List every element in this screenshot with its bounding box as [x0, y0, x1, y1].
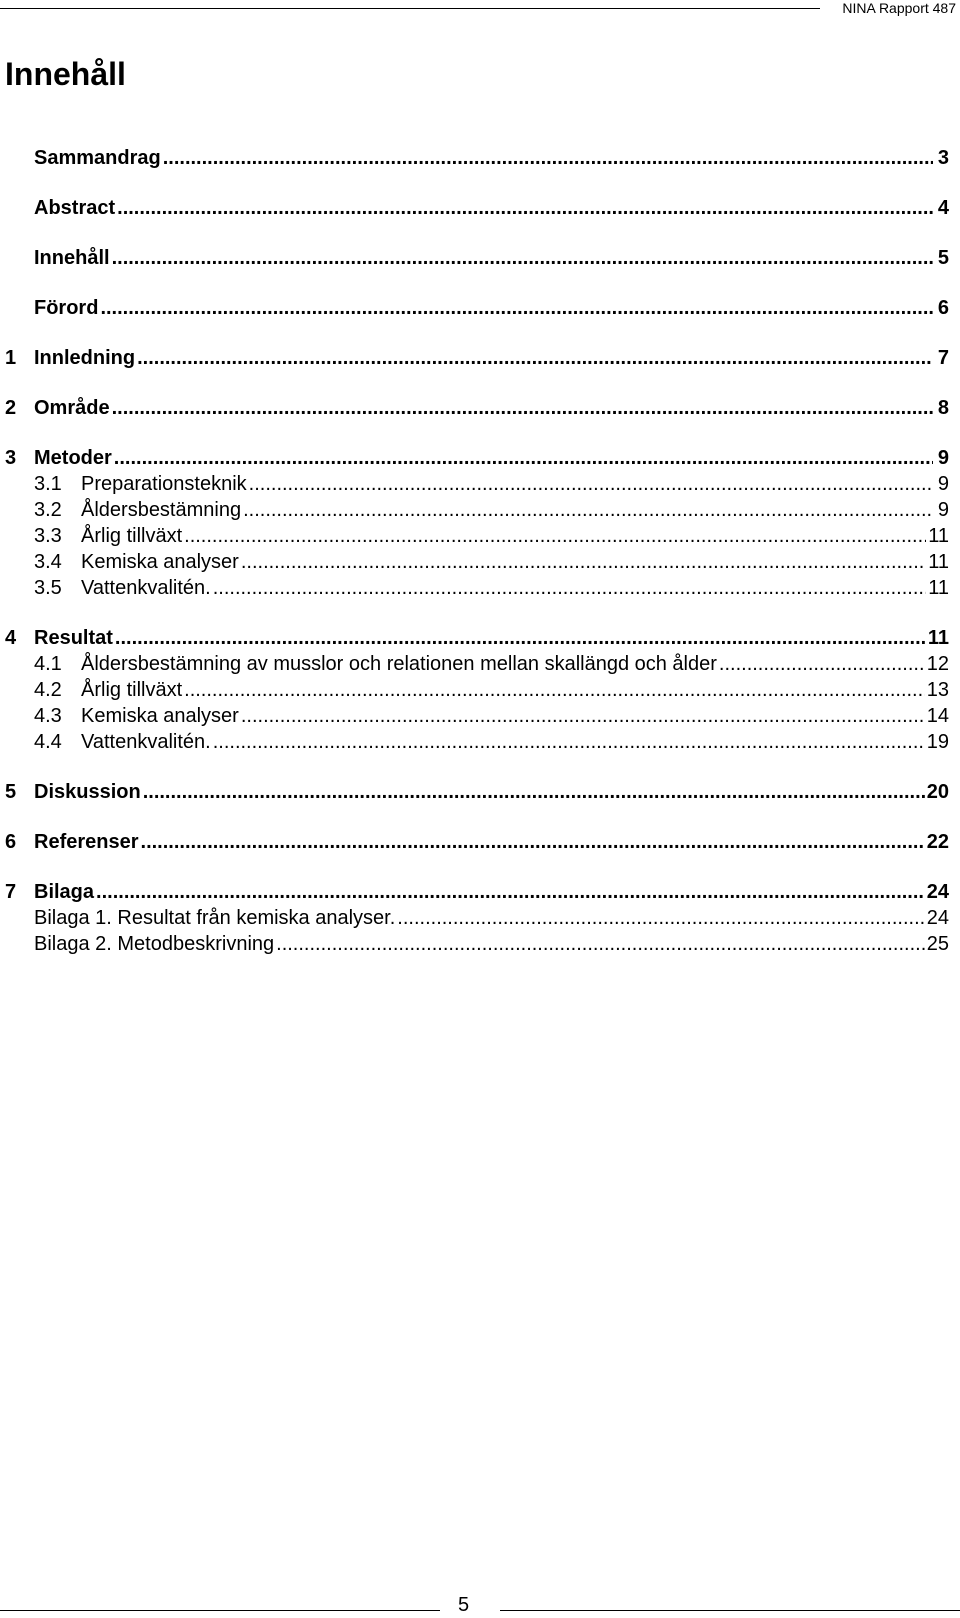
toc-entry-number: 3 [5, 447, 17, 469]
toc-entry-page: 19 [926, 731, 949, 753]
toc-entry-title: Område [34, 397, 110, 419]
dot-leader [163, 145, 933, 171]
toc-entry-page: 12 [926, 653, 949, 675]
toc-entry-number: 3.5 [34, 577, 62, 599]
toc-entry-title: Åldersbestämning [81, 499, 242, 521]
dot-leader [397, 905, 924, 931]
toc-entry-title: Innledning [34, 347, 136, 369]
dot-leader [276, 931, 925, 957]
dot-leader [143, 779, 925, 805]
toc-entry[interactable] [5, 625, 949, 651]
toc-entry-number: 4.1 [34, 653, 62, 675]
toc-entry-number: 4 [5, 627, 17, 649]
table-of-contents [5, 145, 949, 957]
toc-entry-page: 11 [928, 577, 949, 599]
toc-entry[interactable] [5, 497, 949, 523]
toc-entry-number: 2 [5, 397, 17, 419]
toc-entry-number: 1 [5, 347, 17, 369]
toc-entry-page: 24 [926, 881, 949, 903]
toc-entry-title: Bilaga 2. Metodbeskrivning [34, 933, 275, 955]
toc-entry[interactable] [5, 345, 949, 371]
toc-entry[interactable] [5, 575, 949, 601]
toc-entry-page: 13 [926, 679, 949, 701]
header-rule [0, 8, 820, 9]
toc-entry[interactable] [5, 295, 949, 321]
toc-entry[interactable] [5, 549, 949, 575]
toc-entry-number: 5 [5, 781, 17, 803]
footer-rule-left [0, 1610, 440, 1611]
toc-entry-page: 22 [926, 831, 949, 853]
toc-entry[interactable] [5, 703, 949, 729]
toc-entry[interactable] [5, 145, 949, 171]
dot-leader [241, 703, 925, 729]
dot-leader [114, 445, 933, 471]
toc-entry-page: 14 [926, 705, 949, 727]
toc-entry-page: 24 [926, 907, 949, 929]
toc-entry-number: 3.1 [34, 473, 62, 495]
toc-entry-title: Abstract [34, 197, 116, 219]
toc-entry-page: 9 [937, 447, 949, 469]
toc-entry[interactable] [5, 905, 949, 931]
toc-entry-title: Åldersbestämning av musslor och relationen mellan skallängd och ålder [81, 653, 717, 675]
toc-entry-page: 4 [937, 197, 949, 219]
toc-entry[interactable] [5, 879, 949, 905]
toc-entry-page: 7 [937, 347, 949, 369]
toc-entry-page: 9 [937, 499, 949, 521]
toc-entry-number: 3.3 [34, 525, 62, 547]
dot-leader [141, 829, 925, 855]
toc-entry-title: Förord [34, 297, 99, 319]
dot-leader [213, 575, 927, 601]
toc-entry-page: 11 [928, 525, 949, 547]
toc-entry-title: Bilaga 1. Resultat från kemiska analyser. [34, 907, 396, 929]
toc-entry-title: Diskussion [34, 781, 141, 803]
toc-entry-title: Sammandrag [34, 147, 161, 169]
dot-leader [213, 729, 925, 755]
toc-entry[interactable] [5, 779, 949, 805]
dot-leader [184, 677, 925, 703]
toc-entry[interactable] [5, 829, 949, 855]
toc-entry-number: 3.4 [34, 551, 62, 573]
dot-leader [243, 497, 933, 523]
toc-entry-title: Resultat [34, 627, 113, 649]
toc-entry-title: Årlig tillväxt [81, 525, 183, 547]
toc-entry[interactable] [5, 471, 949, 497]
toc-entry-title: Vattenkvalitén. [81, 731, 211, 753]
toc-entry-page: 5 [937, 247, 949, 269]
dot-leader [137, 345, 933, 371]
dot-leader [115, 625, 926, 651]
toc-entry-number: 6 [5, 831, 17, 853]
toc-entry-number: 4.2 [34, 679, 62, 701]
dot-leader [112, 245, 933, 271]
toc-entry-title: Kemiska analyser [81, 551, 239, 573]
dot-leader [184, 523, 926, 549]
toc-entry-title: Bilaga [34, 881, 95, 903]
toc-entry-title: Innehåll [34, 247, 110, 269]
toc-entry-title: Vattenkvalitén. [81, 577, 211, 599]
toc-entry[interactable] [5, 523, 949, 549]
dot-leader [96, 879, 925, 905]
page-number: 5 [458, 1594, 470, 1616]
report-header: NINA Rapport 487 [842, 0, 956, 16]
toc-entry-title: Metoder [34, 447, 112, 469]
toc-entry-title: Årlig tillväxt [81, 679, 183, 701]
toc-entry[interactable] [5, 931, 949, 957]
dot-leader [249, 471, 933, 497]
toc-entry-title: Referenser [34, 831, 139, 853]
toc-entry[interactable] [5, 651, 949, 677]
toc-entry[interactable] [5, 677, 949, 703]
toc-entry-number: 7 [5, 881, 17, 903]
toc-entry-page: 9 [937, 473, 949, 495]
toc-entry-page: 6 [937, 297, 949, 319]
page-title: Innehåll [5, 56, 126, 92]
toc-entry-page: 11 [927, 627, 949, 649]
toc-entry-page: 20 [926, 781, 949, 803]
toc-entry[interactable] [5, 445, 949, 471]
toc-entry-number: 3.2 [34, 499, 62, 521]
dot-leader [117, 195, 933, 221]
toc-entry-page: 11 [928, 551, 949, 573]
dot-leader [112, 395, 933, 421]
toc-entry-number: 4.4 [34, 731, 62, 753]
toc-entry[interactable] [5, 195, 949, 221]
dot-leader [100, 295, 933, 321]
toc-entry-page: 8 [937, 397, 949, 419]
toc-entry-page: 25 [926, 933, 949, 955]
toc-entry[interactable] [5, 395, 949, 421]
toc-entry[interactable] [5, 245, 949, 271]
toc-entry-number: 4.3 [34, 705, 62, 727]
toc-entry-title: Preparationsteknik [81, 473, 247, 495]
footer-rule-right [500, 1610, 960, 1611]
dot-leader [719, 651, 925, 677]
toc-entry-page: 3 [937, 147, 949, 169]
toc-entry[interactable] [5, 729, 949, 755]
dot-leader [241, 549, 926, 575]
toc-entry-title: Kemiska analyser [81, 705, 239, 727]
